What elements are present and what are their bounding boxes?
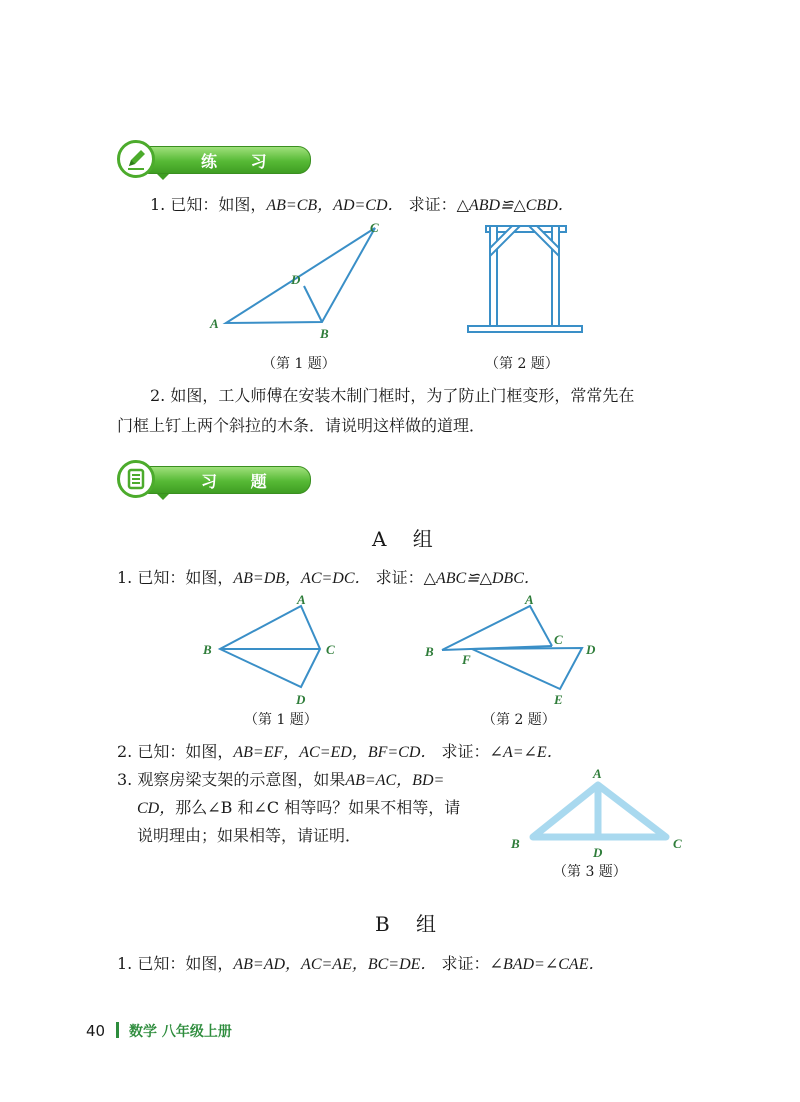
quadrilateral-abdc <box>220 606 320 687</box>
practice-figure-2-door-frame <box>460 220 590 345</box>
practice-fig2-caption: （第 2 题） <box>485 356 559 372</box>
q-text: 已知：如图， <box>137 568 234 587</box>
label-d: D <box>296 692 306 707</box>
group-a-q1 <box>117 567 540 590</box>
label-b: B <box>425 644 434 659</box>
triangle-abc <box>226 228 375 323</box>
q-text: 观察房梁支架的示意图，如果 <box>137 770 346 789</box>
group-a-q2 <box>117 741 563 764</box>
q-condition: CD， <box>137 800 176 817</box>
label-d: D <box>291 272 301 287</box>
exercise-banner-label: 习 题 <box>201 472 281 491</box>
footer-divider <box>116 1022 119 1038</box>
group-a-q3-line3: 说明理由；如果相等，请证明． <box>137 826 362 845</box>
practice-fig1-caption: （第 1 题） <box>262 356 336 372</box>
q-number: 3. <box>117 770 133 789</box>
q-condition: AB=DB，AC=DC． <box>233 570 371 587</box>
prove-label: 求证： <box>375 568 424 587</box>
q-text: 如图，工人师傅在安装木制门框时，为了防止门框变形，常常先在 <box>170 386 635 405</box>
label-e: E <box>554 692 563 707</box>
banner-pointer <box>157 174 169 180</box>
group-a-fig1-caption: （第 1 题） <box>244 712 318 728</box>
q-prove: ∠A=∠E． <box>489 744 563 761</box>
label-b: B <box>320 326 329 341</box>
prove-label: 求证： <box>408 195 457 214</box>
group-a-fig3-caption: （第 3 题） <box>553 864 627 880</box>
q-condition: AB=CB，AD=CD． <box>266 197 404 214</box>
group-a-q3-line2 <box>137 797 460 820</box>
notebook-icon <box>117 460 155 498</box>
exercise-banner <box>117 460 317 498</box>
prove-label: 求证： <box>441 742 490 761</box>
practice-figure-1 <box>200 218 400 348</box>
segment-b-a-c <box>442 606 552 650</box>
group-a-q3-line1 <box>117 769 444 792</box>
q-text: 已知：如图， <box>137 954 234 973</box>
q-number: 2. <box>150 386 166 405</box>
label-a: A <box>297 592 306 607</box>
q-prove: △ABD≌△CBD． <box>456 197 574 214</box>
bottom-beam <box>468 326 582 332</box>
practice-banner <box>117 140 317 178</box>
group-a-figure-3-truss <box>505 765 690 860</box>
practice-banner-label: 练 习 <box>201 152 281 171</box>
label-c: C <box>326 642 335 657</box>
practice-q1 <box>150 194 574 217</box>
label-c: C <box>673 836 682 851</box>
label-a: A <box>525 592 534 607</box>
q-number: 1. <box>150 195 166 214</box>
q-condition: AB=EF，AC=ED，BF=CD． <box>233 744 437 761</box>
q-text: 那么∠B 和∠C 相等吗？如果不相等，请 <box>175 798 461 817</box>
group-a-fig2-caption: （第 2 题） <box>482 712 556 728</box>
book-title: 数学 八年级上册 <box>129 1024 232 1040</box>
q-text: 已知：如图， <box>170 195 267 214</box>
group-b-title: B 组 <box>375 912 447 936</box>
practice-q2-line1 <box>150 385 634 407</box>
label-a: A <box>593 766 602 781</box>
prove-label: 求证： <box>441 954 490 973</box>
label-a: A <box>210 316 219 331</box>
page-footer <box>86 1021 232 1041</box>
group-a-figure-2 <box>420 590 610 710</box>
segment-db <box>304 286 322 322</box>
label-c: C <box>554 632 563 647</box>
group-a-title: A 组 <box>372 527 443 551</box>
label-d: D <box>586 642 596 657</box>
banner-pointer <box>157 494 169 500</box>
group-b-q1 <box>117 953 604 976</box>
q-number: 1. <box>117 954 133 973</box>
triangle-fde <box>472 648 582 689</box>
label-b: B <box>511 836 520 851</box>
q-number: 1. <box>117 568 133 587</box>
q-text: 已知：如图， <box>137 742 234 761</box>
q-prove: ∠BAD=∠CAE． <box>489 956 605 973</box>
practice-q2-line2: 门框上钉上两个斜拉的木条．请说明这样做的道理． <box>117 416 486 435</box>
label-c: C <box>370 220 379 235</box>
q-prove: △ABC≌△DBC． <box>423 570 540 587</box>
pencil-icon <box>117 140 155 178</box>
page-number: 40 <box>86 1022 106 1040</box>
label-b: B <box>203 642 212 657</box>
label-f: F <box>462 652 471 667</box>
q-condition: AB=AD，AC=AE，BC=DE． <box>233 956 437 973</box>
label-d: D <box>593 845 603 860</box>
q-condition: AB=AC，BD= <box>345 772 445 789</box>
q-number: 2. <box>117 742 133 761</box>
group-a-figure-1 <box>195 592 355 707</box>
